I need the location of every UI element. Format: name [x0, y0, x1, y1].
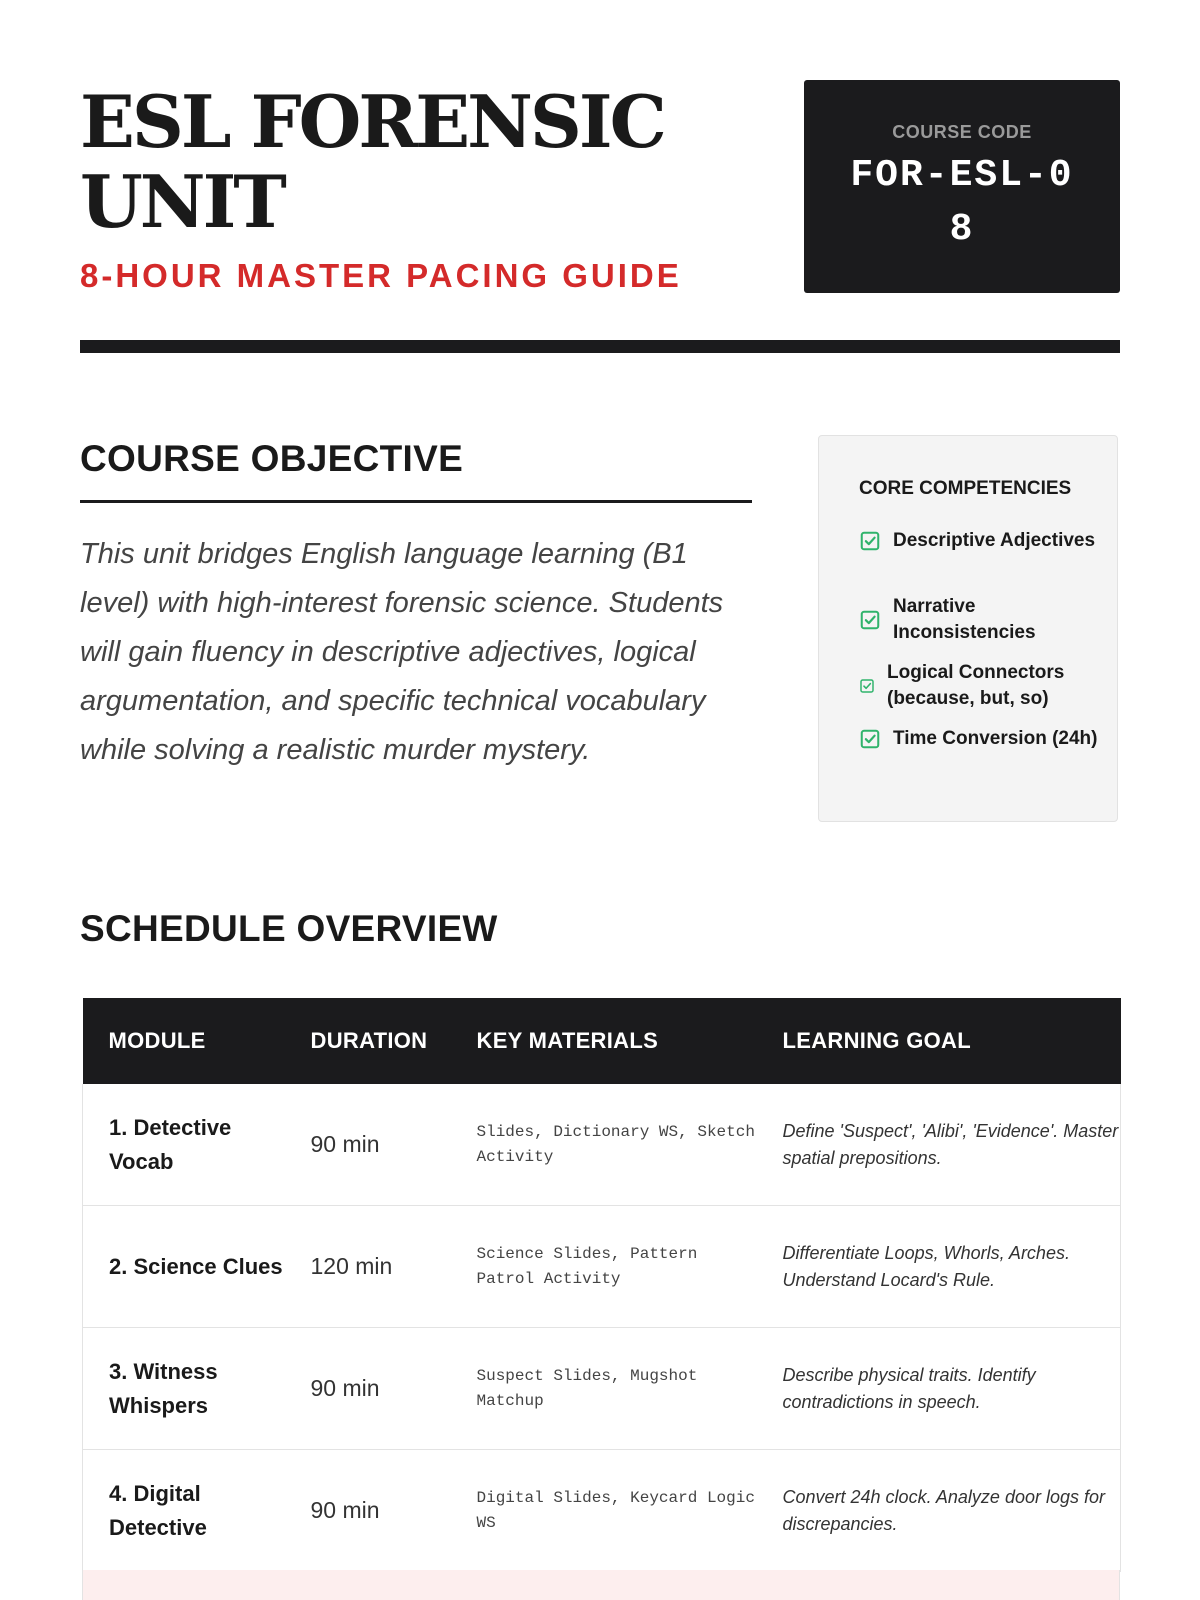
column-header-goal: LEARNING GOAL: [757, 998, 1121, 1084]
duration-cell: 90 min: [285, 1328, 451, 1450]
table-row: [83, 1450, 1121, 1572]
competency-label: Descriptive Adjectives: [893, 530, 1096, 551]
module-cell: 1. Detective Vocab: [83, 1084, 285, 1206]
competencies-title: CORE COMPETENCIES: [859, 478, 1072, 499]
goal-cell: Define 'Suspect', 'Alibi', 'Evidence'. Master spatial prepositions.: [757, 1084, 1121, 1206]
course-code-box: [804, 80, 1120, 293]
column-header-module: MODULE: [83, 998, 285, 1084]
column-header-materials: KEY MATERIALS: [451, 998, 757, 1084]
goal-cell: Convert 24h clock. Analyze door logs for discrepancies.: [757, 1450, 1121, 1572]
module-cell: 3. Witness Whispers: [83, 1328, 285, 1450]
duration-cell: 90 min: [285, 1450, 451, 1572]
materials-cell: Science Slides, Pattern Patrol Activity: [451, 1206, 757, 1328]
objective-divider: [80, 500, 752, 503]
schedule-header-row: [83, 998, 1121, 1084]
table-row: [83, 1206, 1121, 1328]
competency-item: [859, 660, 1099, 712]
duration-cell: 120 min: [285, 1206, 451, 1328]
module-cell: 2. Science Clues: [83, 1206, 285, 1328]
header-divider: [80, 340, 1120, 353]
course-code-value: FOR-ESL-08: [850, 154, 1074, 251]
highlighted-row-partial: [82, 1570, 1120, 1600]
objective-heading: COURSE OBJECTIVE: [80, 438, 464, 479]
materials-cell: Digital Slides, Keycard Logic WS: [451, 1450, 757, 1572]
materials-cell: Suspect Slides, Mugshot Matchup: [451, 1328, 757, 1450]
page-subtitle: 8-HOUR MASTER PACING GUIDE: [80, 257, 682, 294]
competency-item: [859, 726, 1099, 752]
check-square-icon: [859, 728, 881, 750]
materials-cell: Slides, Dictionary WS, Sketch Activity: [451, 1084, 757, 1206]
goal-cell: Differentiate Loops, Whorls, Arches. Understand Locard's Rule.: [757, 1206, 1121, 1328]
schedule-heading: SCHEDULE OVERVIEW: [80, 908, 498, 949]
course-code-label: COURSE CODE: [892, 122, 1032, 142]
module-cell: 4. Digital Detective: [83, 1450, 285, 1572]
objective-text: This unit bridges English language learning (B1 level) with high-interest forensic science. Students will gain fluency in descriptive adjectives, logical argumentation, and specific technical vocabulary while solving a realistic murder mystery.: [80, 538, 724, 766]
duration-cell: 90 min: [285, 1084, 451, 1206]
table-row: [83, 1328, 1121, 1450]
competency-label: Narrative Inconsistencies: [893, 596, 1036, 643]
column-header-duration: DURATION: [285, 998, 451, 1084]
check-square-icon: [859, 609, 881, 631]
check-square-icon: [859, 530, 881, 552]
competency-item: [859, 528, 1099, 554]
competency-label: Time Conversion (24h): [893, 728, 1098, 749]
check-square-icon: [859, 678, 875, 694]
competency-label: Logical Connectors (because, but, so): [887, 662, 1065, 709]
competency-item: [859, 594, 1099, 646]
table-row: [83, 1084, 1121, 1206]
goal-cell: Describe physical traits. Identify contradictions in speech.: [757, 1328, 1121, 1450]
competencies-panel: [818, 435, 1118, 822]
page-title: ESL FORENSIC UNIT: [80, 79, 664, 244]
schedule-table: [82, 998, 1121, 1572]
